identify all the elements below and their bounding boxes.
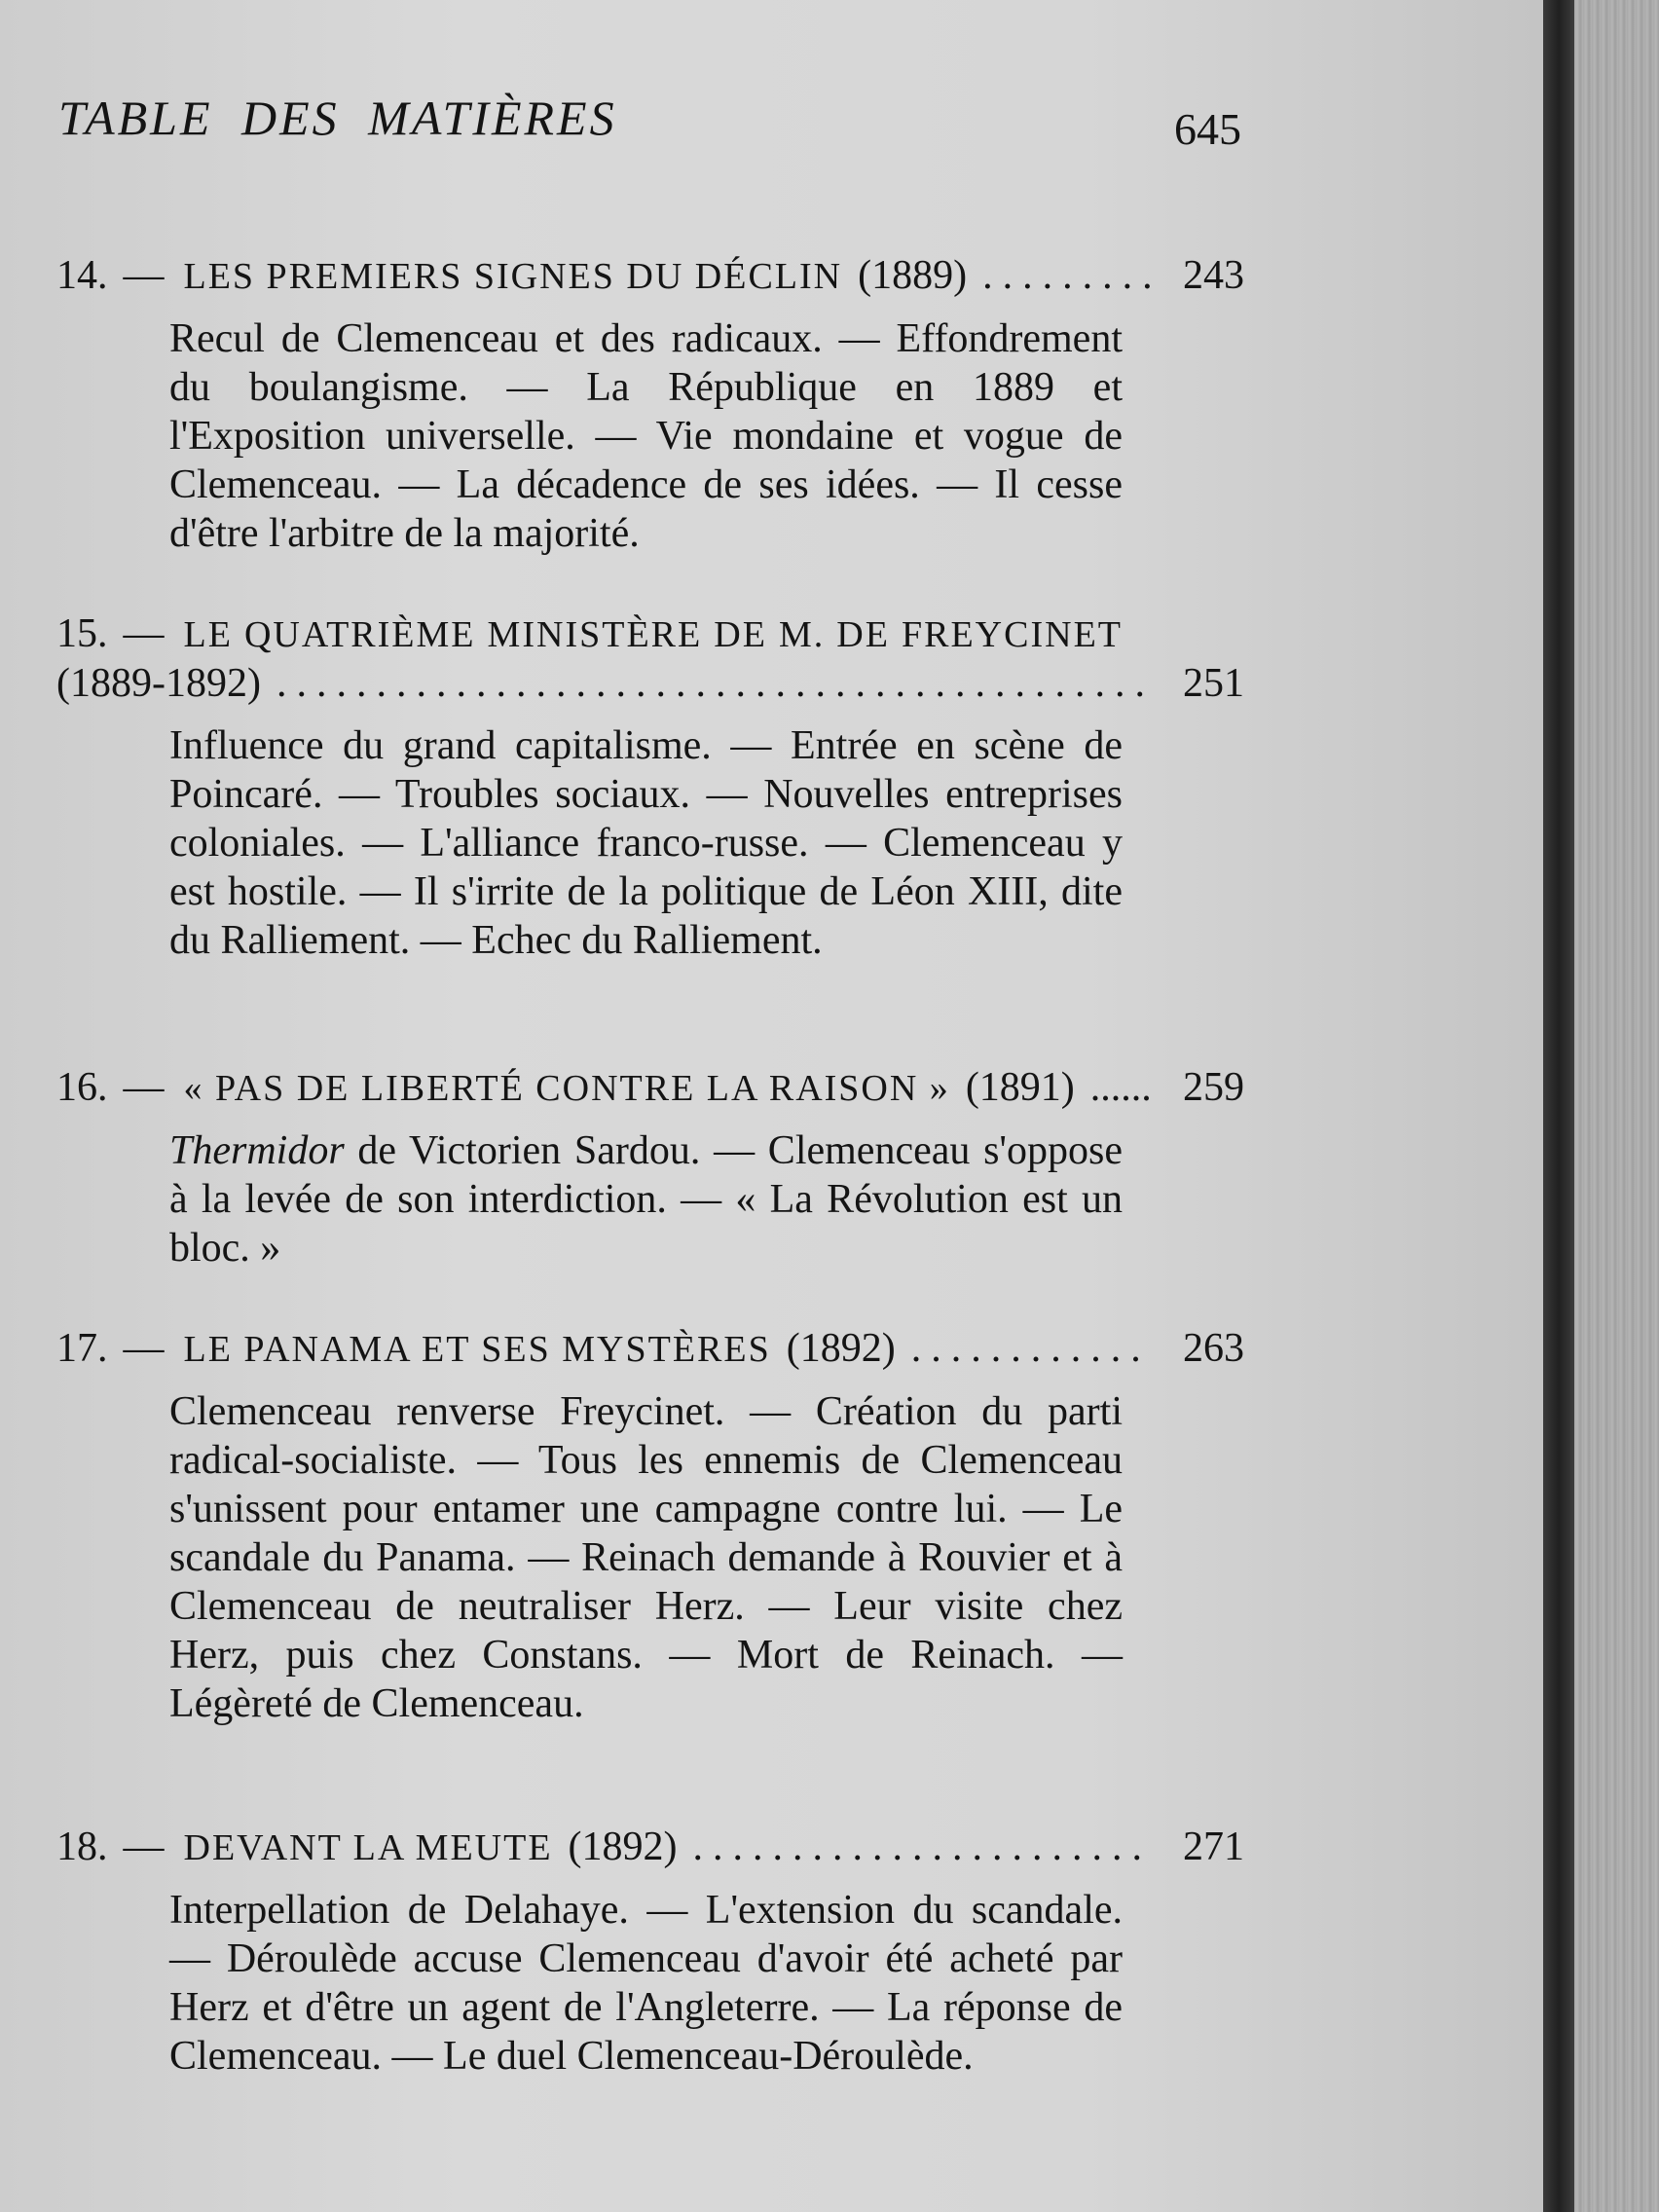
chapter-title: LES PREMIERS SIGNES DU DÉCLIN bbox=[183, 256, 843, 297]
leader-dots bbox=[1090, 1063, 1151, 1112]
chapter-summary: Influence du grand capitalisme. — Entrée en scène de Poincaré. — Troubles sociaux. — Nouvelles entreprises coloniales. — L'alliance franco-russe. — Clemenceau y est hostile. — Il s'irrite de la politique de Léon XIII, dite du Ralliement. — Echec du Ralliement. bbox=[169, 723, 1123, 963]
toc-entry-14 bbox=[56, 251, 1244, 558]
chapter-number: 18. bbox=[56, 1825, 108, 1869]
summary-italic-title: Thermidor bbox=[169, 1128, 345, 1173]
toc-entry-15 bbox=[56, 609, 1244, 965]
chapter-year: (1892) bbox=[786, 1326, 896, 1371]
running-head-title: TABLE DES MATIÈRES bbox=[58, 91, 617, 145]
chapter-number: 15. bbox=[56, 611, 108, 656]
chapter-dash: — bbox=[123, 1825, 165, 1869]
toc-entry-17 bbox=[56, 1324, 1244, 1728]
chapter-page-ref: 251 bbox=[1183, 661, 1244, 706]
toc-entry-16 bbox=[56, 1063, 1244, 1272]
leader-dots bbox=[982, 251, 1151, 300]
chapter-year: (1889-1892) bbox=[56, 661, 261, 706]
leader-dots bbox=[693, 1823, 1151, 1871]
chapter-page-ref: 271 bbox=[1183, 1825, 1244, 1869]
chapter-number: 14. bbox=[56, 253, 108, 298]
book-spine-shadow bbox=[1543, 0, 1574, 2212]
toc-entry-18 bbox=[56, 1823, 1244, 2081]
chapter-summary: Interpellation de Delahaye. — L'extension du scandale. — Déroulède accuse Clemenceau d'avoir été acheté par Herz et d'être un agent de l'Angleterre. — La réponse de Clemenceau. — Le duel Clemenceau-Déroulède. bbox=[169, 1888, 1123, 2079]
chapter-year: (1889) bbox=[858, 253, 968, 298]
chapter-summary: Recul de Clemenceau et des radicaux. — Effondrement du boulangisme. — La République en 1889 et l'Exposition universelle. — Vie mondaine et vogue de Clemenceau. — La décadence de ses idées. — Il cesse d'être l'arbitre de la majorité. bbox=[169, 316, 1123, 556]
chapter-year: (1892) bbox=[568, 1825, 678, 1869]
leader-dots bbox=[911, 1324, 1151, 1373]
toc-entry-heading bbox=[56, 251, 1244, 301]
chapter-title: « PAS DE LIBERTÉ CONTRE LA RAISON » bbox=[183, 1068, 950, 1109]
chapter-title: LE PANAMA ET SES MYSTÈRES bbox=[183, 1329, 771, 1370]
chapter-summary bbox=[169, 1126, 1123, 1272]
chapter-dash: — bbox=[123, 1065, 165, 1110]
toc-entry-heading bbox=[56, 1063, 1244, 1113]
chapter-page-ref: 263 bbox=[1183, 1326, 1244, 1371]
chapter-summary: Clemenceau renverse Freycinet. — Création du parti radical-socialiste. — Tous les ennemis de Clemenceau s'unissent pour entamer une campagne contre lui. — Le scandale du Panama. — Reinach demande à Rouvier et à Clemenceau de neutraliser Herz. — Leur visite chez Herz, puis chez Constans. — Mort de Reinach. — Légèreté de Clemenceau. bbox=[169, 1389, 1123, 1726]
chapter-dash: — bbox=[123, 1326, 165, 1371]
chapter-number: 16. bbox=[56, 1065, 108, 1110]
toc-entry-heading bbox=[56, 1823, 1244, 1872]
chapter-page-ref: 259 bbox=[1183, 1065, 1244, 1110]
leader-dots bbox=[276, 659, 1151, 708]
page-number: 645 bbox=[1174, 104, 1241, 154]
chapter-dash: — bbox=[123, 253, 165, 298]
chapter-number: 17. bbox=[56, 1326, 108, 1371]
chapter-dash: — bbox=[123, 611, 165, 656]
page-edges bbox=[1574, 0, 1659, 2212]
chapter-year: (1891) bbox=[965, 1065, 1075, 1110]
chapter-page-ref: 243 bbox=[1183, 253, 1244, 298]
summary-text: de Victorien Sardou. — Clemenceau s'oppose à la levée de son interdiction. — « La Révolution est un bloc. » bbox=[169, 1128, 1123, 1271]
chapter-title: LE QUATRIÈME MINISTÈRE DE M. DE FREYCINET bbox=[183, 614, 1123, 655]
toc-entry-heading-continued bbox=[56, 659, 1244, 708]
chapter-title: DEVANT LA MEUTE bbox=[183, 1827, 553, 1868]
toc-entry-heading bbox=[56, 1324, 1244, 1374]
toc-entry-heading bbox=[56, 609, 1123, 659]
